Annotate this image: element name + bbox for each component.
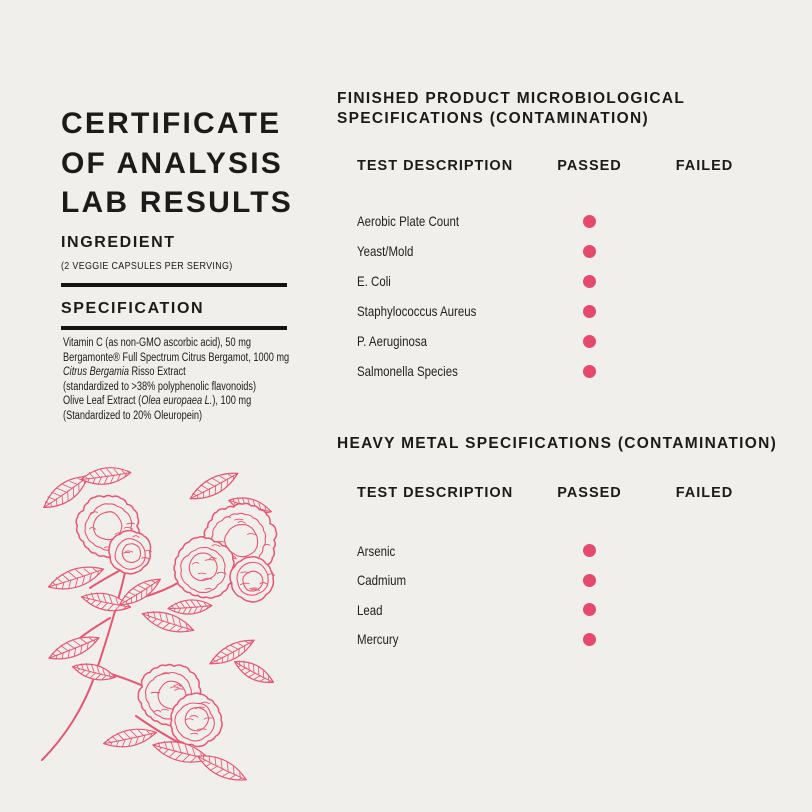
heavy-metal-section-heading — [337, 434, 777, 454]
passed-status-dot — [583, 215, 596, 228]
divider-rule — [61, 283, 287, 287]
passed-cell — [547, 215, 632, 228]
passed-status-dot — [583, 245, 596, 258]
leaf-glyph — [46, 630, 102, 665]
leaf-glyph — [102, 725, 158, 752]
section-heading-line: SPECIFICATIONS (CONTAMINATION) — [337, 109, 649, 127]
column-header-passed: PASSED — [557, 485, 622, 501]
leaf-glyph — [168, 598, 213, 615]
ingredient-heading: INGREDIENT — [61, 234, 176, 251]
table-header-row — [337, 158, 747, 174]
table-header-row — [337, 485, 747, 501]
table-row — [337, 536, 747, 566]
passed-status-dot — [583, 544, 596, 557]
page-title-line: CERTIFICATE — [61, 107, 282, 141]
column-header-passed: PASSED — [557, 158, 622, 174]
bergamot-branch-svg — [18, 450, 310, 812]
table-row — [337, 236, 747, 266]
specification-heading: SPECIFICATION — [61, 300, 205, 317]
passed-cell — [547, 305, 632, 318]
passed-status-dot — [583, 275, 596, 288]
table-row — [337, 266, 747, 296]
passed-status-dot — [583, 633, 596, 646]
specification-line: (standardized to >38% polyphenolic flavonoids) — [63, 380, 257, 393]
specification-line: Vitamin C (as non-GMO ascorbic acid), 50 mg — [63, 337, 251, 349]
table-rows — [337, 206, 747, 386]
serving-note: (2 VEGGIE CAPSULES PER SERVING) — [61, 260, 233, 272]
specification-line: Bergamonte® Full Spectrum Citrus Bergamot, 1000 mg — [63, 351, 290, 364]
page-title-line: OF ANALYSIS — [61, 146, 284, 180]
passed-cell — [547, 633, 632, 646]
microbiological-section-heading — [337, 89, 685, 128]
test-name: Arsenic — [357, 542, 396, 559]
test-name: Salmonella Species — [357, 363, 458, 379]
leaf-glyph — [231, 655, 276, 688]
test-name: Mercury — [357, 631, 399, 648]
table-row — [337, 625, 747, 655]
test-name: Cadmium — [357, 572, 407, 589]
test-name: Staphylococcus Aureus — [357, 303, 477, 319]
test-name: Lead — [357, 601, 383, 618]
passed-status-dot — [583, 574, 596, 587]
passed-cell — [547, 245, 632, 258]
passed-cell — [547, 275, 632, 288]
table-rows — [337, 536, 747, 654]
passed-cell — [547, 365, 632, 378]
table-row — [337, 206, 747, 236]
specification-details — [63, 336, 303, 424]
table-row — [337, 356, 747, 386]
illustration-stroke — [80, 618, 110, 638]
section-heading-line: FINISHED PRODUCT MICROBIOLOGICAL — [337, 90, 686, 107]
section-heading-line: HEAVY METAL SPECIFICATIONS (CONTAMINATION) — [337, 435, 778, 452]
table-row — [337, 566, 747, 596]
passed-cell — [547, 544, 632, 557]
page-title — [61, 104, 293, 223]
test-name: P. Aeruginosa — [357, 333, 428, 349]
passed-cell — [547, 335, 632, 348]
illustration-stroke — [151, 692, 160, 693]
table-row — [337, 595, 747, 625]
passed-cell — [547, 574, 632, 587]
column-header-failed: FAILED — [675, 485, 734, 501]
column-header-test-description: TEST DESCRIPTION — [357, 485, 514, 501]
passed-status-dot — [583, 335, 596, 348]
page-title-line: LAB RESULTS — [61, 186, 293, 220]
passed-status-dot — [583, 365, 596, 378]
specification-line: Citrus Bergamia Risso Extract — [63, 366, 186, 379]
passed-status-dot — [583, 305, 596, 318]
leaf-glyph — [80, 465, 132, 488]
test-name: Yeast/Mold — [357, 243, 414, 259]
test-name: Aerobic Plate Count — [357, 213, 460, 229]
leaf-glyph — [46, 560, 107, 595]
column-header-test-description: TEST DESCRIPTION — [357, 158, 514, 174]
passed-status-dot — [583, 603, 596, 616]
table-row — [337, 296, 747, 326]
column-header-failed: FAILED — [675, 158, 734, 174]
passed-cell — [547, 603, 632, 616]
divider-rule — [61, 326, 287, 330]
bergamot-branch-illustration — [18, 450, 310, 812]
test-name: E. Coli — [357, 273, 391, 289]
table-row — [337, 326, 747, 356]
specification-line: (Standardized to 20% Oleuropein) — [63, 409, 203, 422]
specification-line: Olive Leaf Extract (Olea europaea L.), 100 mg — [63, 395, 252, 408]
